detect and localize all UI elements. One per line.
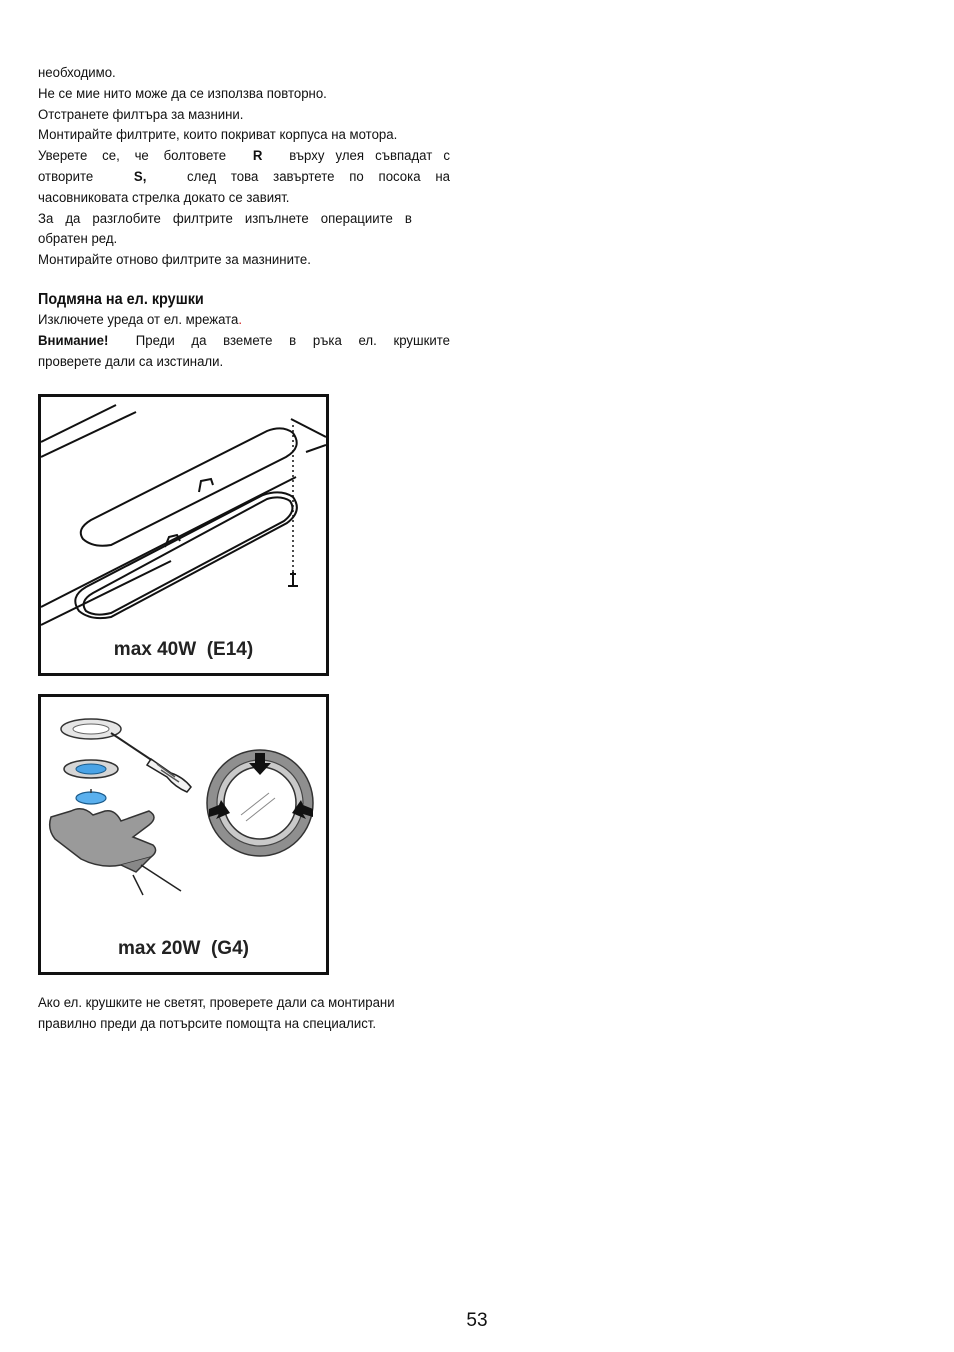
section-dot: . [238, 312, 243, 328]
lamp-holder-icon [64, 760, 118, 778]
screwdriver-icon [111, 733, 191, 792]
page-number: 53 [466, 1310, 488, 1331]
section-line [38, 310, 450, 331]
filter-illustration [41, 397, 326, 673]
figure-caption-e14: max 40W (E14) [113, 639, 254, 660]
intro-line: необходимо. [38, 65, 116, 81]
bolt-label-r: R [252, 148, 263, 165]
bulb-illustration [41, 697, 326, 972]
bulb-section [38, 289, 450, 372]
figure-e14 [38, 394, 329, 676]
warning-label: Внимание! [38, 332, 109, 349]
section-heading: Подмяна на ел. крушки [38, 291, 204, 308]
intro-text-fragment: след това завъртете по посока на [187, 168, 450, 185]
closing-line: Ако ел. крушките не светят, проверете дали са монтирани [38, 995, 395, 1011]
intro-text-fragment: Уверете се, че болтовете [38, 148, 227, 165]
intro-line: За да разглобите филтрите изпълнете операциите в [38, 210, 412, 227]
warning-text: Преди да вземете в ръка ел. крушките [135, 332, 450, 349]
intro-text-fragment: отворите [38, 168, 94, 185]
intro-line: часовниковата стрелка докато се завият. [38, 189, 290, 206]
glass-disc-icon [76, 789, 106, 804]
intro-text-fragment: върху улея съвпадат с [289, 148, 450, 165]
closing-text [38, 993, 450, 1035]
intro-line: Монтирайте отново филтрите за мазнините. [38, 252, 311, 269]
figure-caption-g4: max 20W (G4) [118, 938, 249, 959]
intro-line: Монтирайте филтрите, които покриват корпуса на мотора. [38, 127, 398, 144]
intro-line [38, 167, 450, 188]
intro-line: Отстранете филтъра за мазнини. [38, 106, 244, 123]
section-line: проверете дали са изстинали. [38, 353, 224, 370]
closing-line: правилно преди да потърсите помощта на специалист. [38, 1015, 377, 1032]
gloved-hand-icon [50, 809, 181, 895]
intro-line [38, 146, 450, 167]
slot-label-s: S, [133, 168, 147, 185]
warning-line [38, 331, 450, 352]
figure-g4 [38, 694, 329, 975]
intro-text [38, 63, 450, 271]
section-text: Изключете уреда от ел. мрежата [38, 312, 239, 328]
lamp-cover-icon [61, 719, 121, 739]
intro-line: Не се мие нито може да се използва повторно. [38, 85, 327, 102]
intro-line: обратен ред. [38, 231, 118, 248]
